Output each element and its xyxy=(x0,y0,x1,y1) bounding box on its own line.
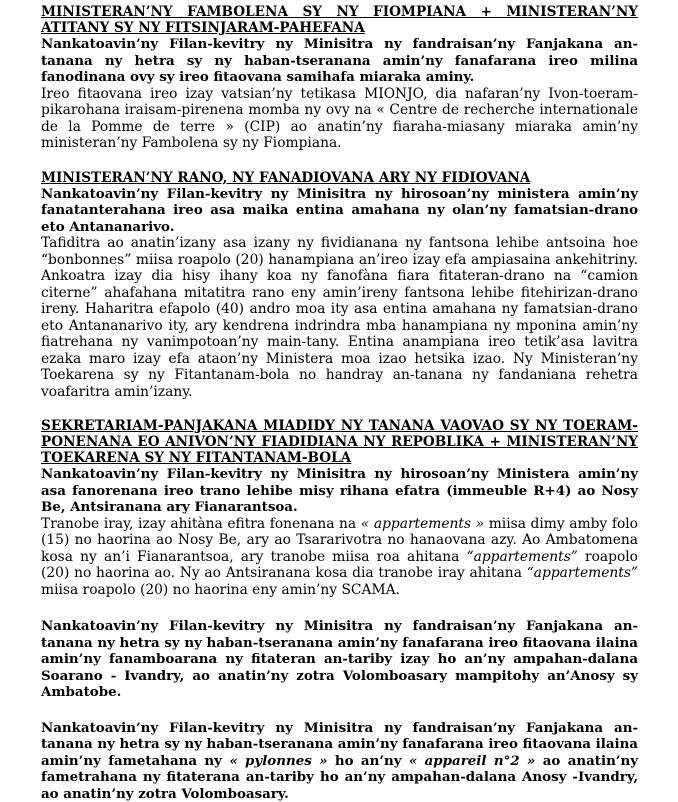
decision-body: Ireo fitaovana ireo izay vatsian’ny tetikasa MIONJO, dia nafaran’ny Ivon-toeram-pikarohana iraisam-pirenena momba ny ovy na « Centre de recherche internationale de la Pomme de terre » (CIP) ao anatin’ny fiaraha-miasany miaraka amin’ny ministeran’ny Fambolena sy ny Fiompiana. xyxy=(41,86,638,152)
lead-text: ao anatin’ny fametrahana ny fitaterana an-tariby ho an’ny ampahan-dalana Anosy -Ivandry, ao anatin’ny zotra Volomboasary. xyxy=(41,753,638,802)
decision-body xyxy=(41,516,638,599)
section-heading: MINISTERAN’NY RANO, NY FANADIOVANA ARY NY FIDIOVANA xyxy=(41,170,638,186)
section-cable-car-2 xyxy=(41,720,638,802)
decision-body: Tafiditra ao anatin’izany asa izany ny fividianana ny fantsona lehibe antsoina hoe “bonbonnes” miisa roapolo (20) hanampiana an’ireo izay efa ampiasaina ankehitriny. Ankoatra izay dia hisy ihany koa ny fanofàna fiara fitateran-drano na “camion citerne” ahafahana mitatitra rano eny amin’ireny fantsona lehibe fitehirizan-drano ireny. Haharitra efapolo (40) andro moa ity asa entina amahana ny famatsian-drano eto Antananarivo ity, ary kendrena indrindra mba hanampiana ny mponina amin’ny fiatrehana ny vanimpotoan’ny main-tany. Entina anampiana ireo tetik’asa lavitra ezaka maro izay efa ataon’ny Ministera moa izao hetsika izao. Ny Ministeran’ny Toekarena sy ny Fitantanam-bola no handray an-tanana ny fandaniana rehetra voafaritra amin’izany. xyxy=(41,235,638,400)
body-italic: “appartements” xyxy=(467,549,578,565)
lead-text: Nankatoavin’ny Filan-kevitry ny Minisitra ny fandraisan’ny Fanjakana an-tanana ny hetra sy ny haban-tseranana amin’ny fanafarana ireo fitaovana ilaina amin’ny fametahana ny xyxy=(41,720,638,769)
decision-lead xyxy=(41,720,638,802)
section-heading: SEKRETARIAM-PANJAKANA MIADIDY NY TANANA VAOVAO SY NY TOERAM-PONENANA EO ANIVON’NY FIADIDIANA NY REPOBLIKA + MINISTERAN’NY TOEKARENA SY NY FITANTANAM-BOLA xyxy=(41,418,638,466)
body-text: Tranobe iray, izay ahitàna efitra fonenana na xyxy=(41,516,361,532)
section-cable-car-1 xyxy=(41,618,638,701)
decision-lead: Nankatoavin’ny Filan-kevitry ny Minisitra ny hirosoan’ny ministera amin’ny fanatanterahana ireo asa maika entina amahana ny olan’ny famatsian-drano eto Antananarivo. xyxy=(41,186,638,236)
body-text: miisa roapolo (20) no haorina eny amin’ny SCAMA. xyxy=(41,582,400,598)
section-housing xyxy=(41,418,638,598)
body-italic: “appartements” xyxy=(527,565,638,581)
section-agriculture xyxy=(41,4,638,152)
body-italic: « appartements » xyxy=(361,516,484,532)
lead-italic: « pylonnes » xyxy=(229,753,327,769)
body-text: miisa dimy amby folo (15) no haorina ao Nosy Be, ary ao Tsararivotra no hanaovana azy. Ao Ambatomena kosa ny an’i Fianarantsoa, ary tranobe miisa roa ahitana xyxy=(41,516,638,565)
body-text: roapolo (20) no haorina ao. Ny ao Antsiranana kosa dia tranobe iray ahitana xyxy=(41,549,638,582)
lead-text: ho an’ny xyxy=(328,753,409,769)
decision-lead: Nankatoavin’ny Filan-kevitry ny Minisitra ny fandraisan’ny Fanjakana an-tanana ny hetra sy ny haban-tseranana amin’ny fanafarana ireo fitaovana ilaina amin’ny fanamboarana ny fitateran an-tariby izay ho an’ny ampahan-dalana Soarano - Ivandry, ao anatin’ny zotra Volomboasary mampitohy an’Anosy sy Ambatobe. xyxy=(41,618,638,701)
decision-lead: Nankatoavin’ny Filan-kevitry ny Minisitra ny fandraisan’ny Fanjakana an-tanana ny hetra sy ny haban-tseranana amin’ny fanafarana ireo milina fanodinana ovy sy ireo fitaovana samihafa miaraka aminy. xyxy=(41,36,638,86)
section-heading: MINISTERAN’NY FAMBOLENA SY NY FIOMPIANA + MINISTERAN’NY ATITANY SY NY FITSINJARAM-PAHEFANA xyxy=(41,4,638,36)
section-water xyxy=(41,170,638,401)
decision-lead: Nankatoavin’ny Filan-kevitry ny Minisitra ny hirosoan’ny Ministera amin’ny asa fanorenana ireo trano lehibe misy rihana efatra (immeuble R+4) ao Nosy Be, Antsiranana ary Fianarantsoa. xyxy=(41,466,638,516)
lead-italic: « appareil n°2 » xyxy=(409,753,535,769)
